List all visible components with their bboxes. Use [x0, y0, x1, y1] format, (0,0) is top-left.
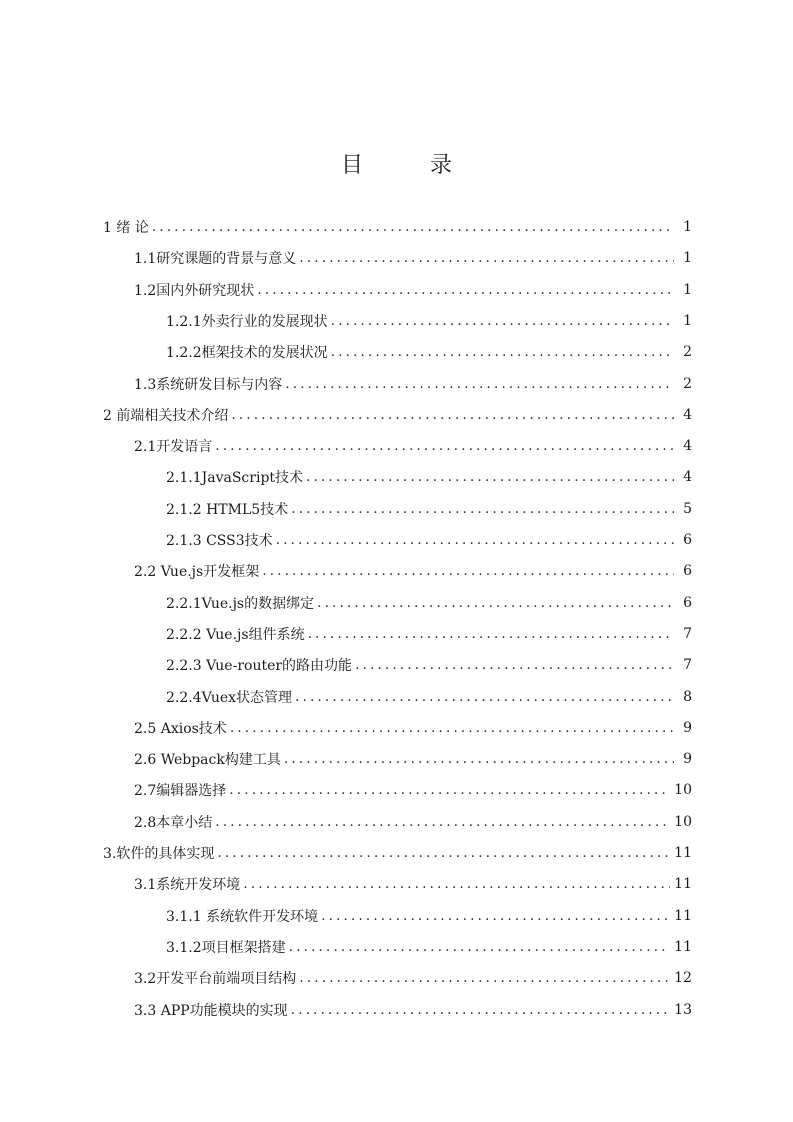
- toc-entry[interactable]: [166, 651, 692, 679]
- dot-leader: [331, 344, 674, 360]
- dot-leader: [355, 657, 674, 673]
- toc-entry-page-number: 10: [674, 813, 692, 830]
- toc-entry-label: 2.1.2 HTML5技术: [166, 501, 289, 518]
- dot-leader: [262, 563, 674, 579]
- toc-entry[interactable]: [103, 401, 692, 429]
- dot-leader: [308, 626, 674, 642]
- toc-entry-label: 2.6 Webpack构建工具: [134, 752, 281, 769]
- toc-title: 目 录: [341, 153, 482, 178]
- dot-leader: [217, 845, 670, 861]
- toc-entry[interactable]: [166, 683, 692, 711]
- toc-entry-label: 1.1研究课题的背景与意义: [134, 251, 297, 268]
- toc-entry-page-number: 2: [683, 344, 692, 361]
- toc-entry-label: 3.1.1 系统软件开发环境: [166, 908, 319, 925]
- toc-entry[interactable]: [166, 933, 692, 961]
- toc-entry[interactable]: [103, 213, 692, 241]
- toc-entry[interactable]: [134, 870, 692, 898]
- dot-leader: [243, 876, 670, 892]
- dot-leader: [291, 1002, 671, 1018]
- toc-entry-label: 2.5 Axios技术: [134, 720, 227, 737]
- toc-entry-label: 2.7编辑器选择: [134, 783, 227, 800]
- toc-entry[interactable]: [166, 589, 692, 617]
- toc-entry[interactable]: [134, 557, 692, 585]
- dot-leader: [289, 939, 671, 955]
- dot-leader: [231, 407, 674, 423]
- dot-leader: [306, 469, 674, 485]
- toc-entry-page-number: 11: [674, 876, 692, 893]
- toc-entry-page-number: 4: [683, 406, 692, 423]
- dot-leader: [284, 751, 674, 767]
- toc-entry-label: 3.1系统开发环境: [134, 877, 241, 894]
- toc-entry[interactable]: [134, 776, 692, 804]
- toc-entry-label: 1.2国内外研究现状: [134, 282, 255, 299]
- dot-leader: [215, 438, 674, 454]
- toc-entry-label: 2 前端相关技术介绍: [103, 407, 229, 424]
- toc-entry-page-number: 6: [683, 594, 692, 611]
- toc-entry[interactable]: [134, 276, 692, 304]
- toc-entry-page-number: 4: [683, 438, 692, 455]
- toc-entry-page-number: 8: [683, 688, 692, 705]
- toc-entry[interactable]: [166, 526, 692, 554]
- dot-leader: [285, 376, 674, 392]
- dot-leader: [215, 814, 670, 830]
- toc-entry-page-number: 1: [683, 250, 692, 267]
- toc-entry[interactable]: [134, 432, 692, 460]
- toc-entry[interactable]: [134, 714, 692, 742]
- toc-entry-label: 3.1.2项目框架搭建: [166, 939, 286, 956]
- dot-leader: [257, 282, 674, 298]
- toc-entry-page-number: 10: [674, 782, 692, 799]
- dot-leader: [291, 501, 674, 517]
- toc-entry-page-number: 5: [683, 500, 692, 517]
- toc-entry[interactable]: [103, 839, 692, 867]
- dot-leader: [299, 250, 674, 266]
- dot-leader: [295, 689, 674, 705]
- toc-entry-label: 2.1.3 CSS3技术: [166, 533, 273, 549]
- toc-entry-label: 2.2 Vue.js开发框架: [134, 564, 260, 581]
- toc-entry-page-number: 6: [683, 532, 692, 548]
- toc-entry-label: 3.2开发平台前端项目结构: [134, 971, 297, 988]
- toc-entry[interactable]: [166, 620, 692, 648]
- toc-entry-label: 3.3 APP功能模块的实现: [134, 1002, 288, 1019]
- toc-entry-page-number: 12: [674, 970, 692, 987]
- toc-entry[interactable]: [134, 996, 692, 1024]
- toc-entry-page-number: 11: [674, 938, 692, 955]
- toc-entry-label: 2.2.2 Vue.js组件系统: [166, 626, 305, 643]
- toc-entry-page-number: 13: [674, 1001, 692, 1018]
- toc-entry-label: 1.2.2框架技术的发展状况: [166, 345, 328, 362]
- toc-entry-page-number: 7: [683, 657, 692, 674]
- dot-leader: [276, 532, 674, 548]
- toc-entry-label: 2.2.3 Vue-router的路由功能: [166, 658, 353, 675]
- toc-entry[interactable]: [134, 808, 692, 836]
- toc-entry-page-number: 4: [683, 469, 692, 486]
- toc-entry[interactable]: [166, 902, 692, 930]
- toc-entry[interactable]: [134, 244, 692, 272]
- toc-entry-page-number: 1: [683, 219, 692, 235]
- dot-leader: [152, 219, 674, 235]
- toc-entry-page-number: 1: [683, 312, 692, 329]
- toc-entry[interactable]: [134, 370, 692, 398]
- dot-leader: [321, 908, 670, 924]
- toc-entry-page-number: 11: [674, 907, 692, 924]
- toc-entry-label: 2.2.4Vuex状态管理: [166, 689, 293, 706]
- toc-entry-label: 1 绪 论: [103, 220, 149, 236]
- toc-entry-label: 1.3系统研发目标与内容: [134, 376, 283, 393]
- dot-leader: [230, 720, 674, 736]
- toc-entry[interactable]: [166, 463, 692, 491]
- dot-leader: [331, 313, 674, 329]
- toc-entry[interactable]: [134, 745, 692, 773]
- dot-leader: [229, 782, 670, 798]
- toc-entry-label: 2.1开发语言: [134, 439, 213, 456]
- toc-entry[interactable]: [166, 495, 692, 523]
- toc-entry-page-number: 9: [683, 719, 692, 736]
- toc-entry-page-number: 1: [683, 281, 692, 298]
- toc-entry[interactable]: [166, 307, 692, 335]
- toc-entry-label: 3.软件的具体实现: [103, 846, 215, 862]
- toc-entry-label: 2.8本章小结: [134, 814, 213, 831]
- toc-entry-page-number: 2: [683, 375, 692, 392]
- toc-entry[interactable]: [166, 338, 692, 366]
- toc-entry-label: 2.2.1Vue.js的数据绑定: [166, 595, 315, 612]
- toc-entry-page-number: 7: [683, 625, 692, 642]
- dot-leader: [299, 970, 670, 986]
- toc-entry-page-number: 9: [683, 751, 692, 768]
- toc-entry[interactable]: [134, 964, 692, 992]
- toc-entry-label: 1.2.1外卖行业的发展现状: [166, 313, 328, 330]
- toc-entry-label: 2.1.1JavaScript技术: [166, 470, 304, 487]
- toc-entry-page-number: 11: [674, 845, 692, 861]
- toc-entry-page-number: 6: [683, 563, 692, 580]
- dot-leader: [317, 595, 674, 611]
